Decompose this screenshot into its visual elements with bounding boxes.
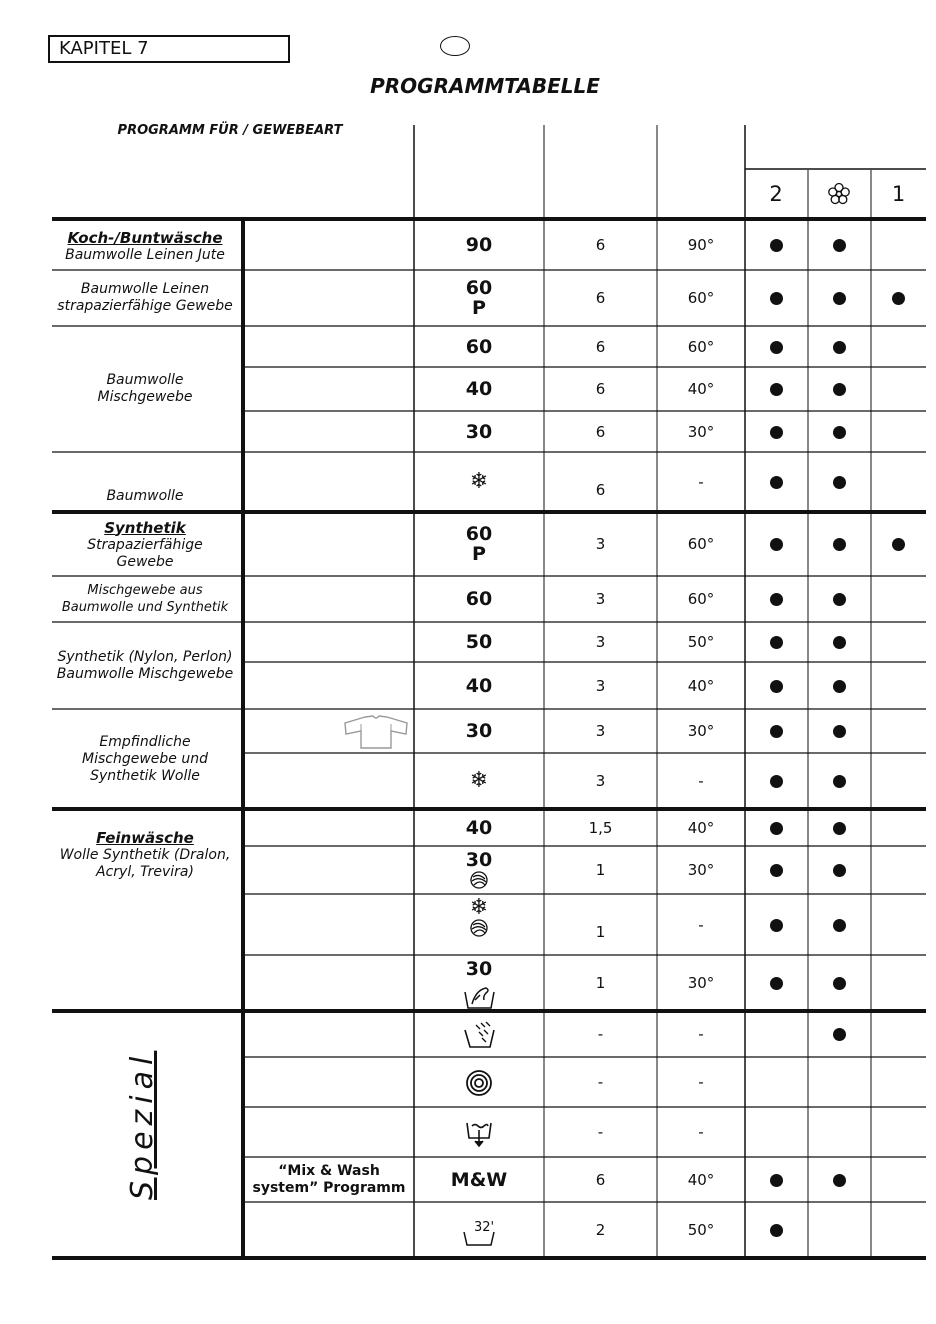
program-symbol (414, 846, 544, 894)
option-dot (833, 341, 846, 354)
program-value: 60 (465, 588, 493, 610)
handwash-icon (414, 956, 544, 1011)
program-value: 30 (465, 420, 493, 443)
program-symbol (414, 753, 544, 809)
program-suffix: P (472, 543, 486, 565)
rinse-icon (414, 1012, 544, 1057)
category-feinwaesche (52, 830, 238, 920)
temperature-value: - (698, 1025, 704, 1043)
category-text: Baumwolle Leinen strapazierfähige Gewebe (57, 281, 233, 314)
category-text: Baumwolle Leinen Jute (65, 247, 225, 263)
option-dot (833, 725, 846, 738)
load-value: 3 (595, 676, 606, 695)
temperature-value: - (698, 772, 704, 790)
load-value: 1 (595, 974, 606, 992)
spezial-label: Spezial (125, 1050, 160, 1200)
option-dot (833, 680, 846, 693)
program-symbol (414, 894, 544, 955)
temperature-value: 60° (687, 590, 715, 608)
program-suffix: P (472, 297, 486, 319)
program-symbol (414, 512, 544, 576)
option-dot (833, 1174, 846, 1187)
temperature-value: 30° (687, 861, 715, 879)
temperature-value: 50° (687, 1221, 715, 1239)
temperature-value: 40° (687, 1170, 715, 1189)
option-dot (833, 775, 846, 788)
page-title: PROGRAMMTABELLE (370, 74, 600, 98)
load-value: 2 (595, 1221, 606, 1239)
program-value: 30 (465, 849, 493, 871)
category-text: Synthetik (Nylon, Perlon) Baumwolle Mischgewebe (56, 648, 234, 682)
load-value: - (597, 1123, 604, 1141)
option-dot (833, 593, 846, 606)
category-heading: Koch-/Buntwäsche (67, 229, 223, 247)
temperature-value: 40° (687, 676, 715, 695)
option-dot (770, 636, 783, 649)
option-dot (770, 680, 783, 693)
program-symbol (414, 709, 544, 753)
mix-wash-label (246, 1160, 412, 1200)
program-symbol (414, 1157, 544, 1202)
load-value: 6 (595, 422, 606, 441)
option-dot (833, 864, 846, 877)
load-value: 6 (595, 1170, 606, 1189)
program-value: M&W (450, 1168, 508, 1191)
option-dot (770, 593, 783, 606)
category-text: Strapazierfähige Gewebe (87, 536, 203, 570)
mix-wash-text: “Mix & Wash system” Programm (252, 1163, 406, 1196)
option-dot (833, 292, 846, 305)
load-value: 1 (595, 922, 606, 941)
temperature-value: 60° (687, 289, 715, 307)
category-text: Baumwolle (106, 487, 184, 504)
option-dot (770, 239, 783, 252)
category-text: Wolle Synthetik (Dralon, Acryl, Trevira) (59, 847, 231, 880)
option-dot (770, 476, 783, 489)
option-dot (833, 476, 846, 489)
category-heading: Feinwäsche (96, 829, 194, 847)
program-symbol (414, 326, 544, 367)
load-value: - (597, 1025, 604, 1043)
temperature-value: - (698, 915, 704, 934)
load-value: 3 (595, 772, 606, 790)
program-symbol (414, 270, 544, 326)
load-value: 3 (595, 633, 606, 651)
option-dot (770, 864, 783, 877)
temperature-value: - (698, 473, 704, 491)
temperature-value: - (698, 1073, 704, 1091)
category-synthetik-nylon (52, 624, 238, 707)
load-value: 6 (595, 481, 606, 499)
option-dot (770, 822, 783, 835)
option-dot (770, 1174, 783, 1187)
program-value: 60 (465, 523, 493, 545)
load-value: 3 (595, 590, 606, 608)
program-value: 30 (465, 720, 493, 742)
program-symbol (414, 411, 544, 452)
category-baumwolle-mischgewebe (52, 328, 238, 450)
load-value: - (597, 1073, 604, 1091)
load-value: 1,5 (588, 818, 613, 837)
category-text: Empfindliche Mischgewebe und Synthetik Wolle (82, 733, 208, 784)
category-koch (52, 224, 238, 270)
temperature-value: 90° (687, 236, 715, 254)
load-value: 6 (595, 236, 606, 254)
option-dot (770, 426, 783, 439)
program-symbol (414, 622, 544, 662)
option-dot (770, 383, 783, 396)
program-symbol (414, 220, 544, 270)
header-col-2: 2 (769, 182, 783, 206)
program-value: 40 (465, 674, 493, 697)
load-value: 3 (595, 722, 606, 740)
svg-text:32': 32' (474, 1219, 495, 1235)
option-dot (770, 919, 783, 932)
program-value: 60 (465, 277, 493, 299)
temperature-value: 40° (687, 380, 715, 398)
drain-icon (414, 1108, 544, 1157)
option-dot (833, 538, 846, 551)
temperature-value: 30° (687, 422, 715, 441)
program-value: ❄ (469, 469, 489, 494)
category-empfindliche (52, 711, 238, 807)
program-value: ❄ (469, 768, 489, 793)
program-symbol (414, 576, 544, 622)
load-value: 1 (595, 861, 606, 879)
option-dot (892, 538, 905, 551)
program-value: 40 (465, 816, 493, 839)
temperature-value: 30° (687, 722, 715, 740)
temperature-value: 40° (687, 818, 715, 837)
category-text: Baumwolle Mischgewebe (97, 372, 193, 405)
load-value: 6 (595, 289, 606, 307)
load-value: 6 (595, 380, 606, 398)
program-value: 30 (465, 958, 493, 980)
load-value: 6 (595, 337, 606, 356)
temperature-value: 60° (687, 337, 715, 356)
category-synthetik (52, 515, 238, 575)
program-symbol (414, 809, 544, 846)
option-dot (770, 341, 783, 354)
program-value: 60 (465, 335, 493, 358)
temperature-value: 50° (687, 633, 715, 651)
category-text: Mischgewebe aus Baumwolle und Synthetik (61, 583, 229, 615)
program-value: 90 (465, 234, 493, 256)
category-heading: Synthetik (104, 518, 186, 537)
option-dot (770, 725, 783, 738)
chapter-label: KAPITEL 7 (48, 35, 290, 63)
option-dot (833, 822, 846, 835)
option-dot (892, 292, 905, 305)
category-mischgewebe-synthetik (52, 578, 238, 620)
program-symbol (414, 662, 544, 709)
option-dot (833, 977, 846, 990)
load-value: 3 (595, 535, 606, 553)
header-col-1: 1 (891, 182, 906, 206)
spin-icon (414, 1058, 544, 1107)
option-dot (833, 919, 846, 932)
program-symbol (414, 452, 544, 512)
option-dot (833, 1028, 846, 1041)
category-baumwolle-leinen (52, 272, 238, 324)
temperature-value: - (698, 1123, 704, 1141)
option-dot (770, 538, 783, 551)
option-dot (833, 636, 846, 649)
shirt-icon (340, 712, 412, 752)
option-dot (770, 775, 783, 788)
option-dot (833, 426, 846, 439)
option-dot (770, 977, 783, 990)
program-symbol (414, 367, 544, 411)
program-header-label: PROGRAMM FÜR / GEWEBEART (117, 123, 343, 138)
option-dot (770, 292, 783, 305)
option-dot (833, 239, 846, 252)
quick-32-icon (414, 1203, 544, 1258)
category-baumwolle (52, 454, 238, 510)
wool-icon (469, 870, 489, 890)
option-dot (833, 383, 846, 396)
temperature-value: 60° (687, 535, 715, 553)
program-value: 40 (465, 378, 493, 400)
program-value: ❄ (469, 895, 489, 920)
temperature-value: 30° (687, 974, 715, 992)
wool-icon (469, 918, 489, 938)
option-dot (770, 1224, 783, 1237)
program-value: 50 (465, 631, 493, 653)
